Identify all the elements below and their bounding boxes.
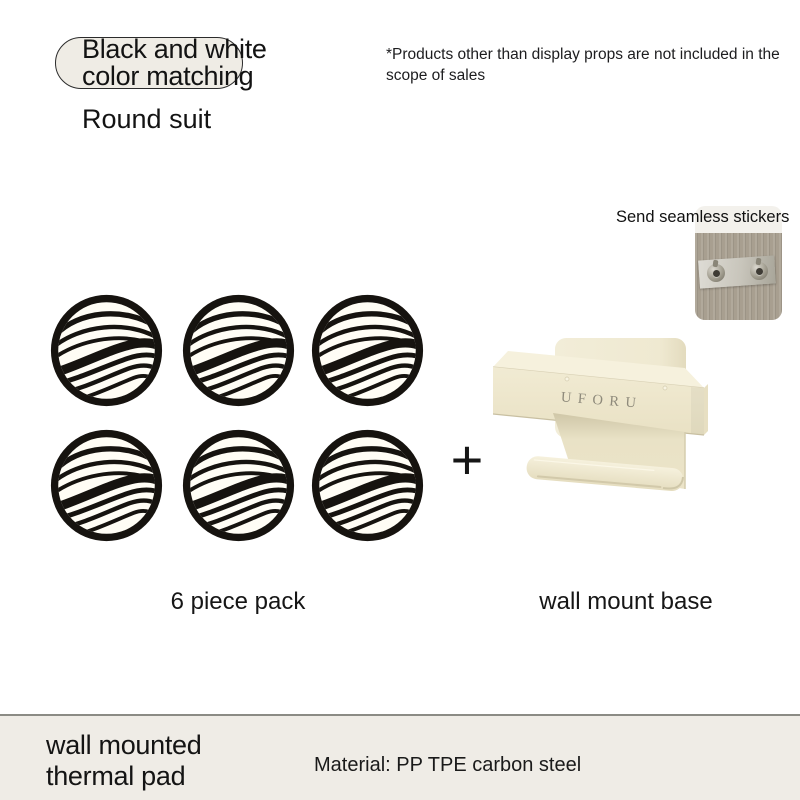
wall-mount-base-image: [493, 338, 708, 503]
keyhole-sticker-icon: [750, 262, 768, 280]
brand-text: UFORU: [560, 389, 643, 412]
base-caption: wall mount base: [539, 588, 713, 615]
thermal-pad-image: [48, 427, 165, 544]
sticker-note-label: Send seamless stickers: [616, 208, 790, 226]
thermal-pad-image: [180, 292, 297, 409]
subtitle: Round suit: [82, 104, 212, 134]
footer-title: [46, 730, 202, 792]
badge-line2: color matching: [82, 60, 254, 91]
footer-title-line1: wall mounted: [46, 730, 202, 760]
thermal-pad-image: [309, 427, 426, 544]
thermal-pad-image: [180, 427, 297, 544]
badge-line1: Black and white: [82, 34, 267, 64]
pads-caption: 6 piece pack: [170, 588, 306, 615]
plus-icon: +: [450, 428, 484, 491]
thermal-pad-image: [309, 292, 426, 409]
footer-title-line2: thermal pad: [46, 761, 186, 791]
badge-title: [82, 36, 302, 89]
footer-bar: [0, 714, 800, 800]
footer-material: Material: PP TPE carbon steel: [314, 754, 582, 776]
keyhole-sticker-icon: [707, 264, 725, 282]
disclaimer-note: *Products other than display props are not included in the scope of sales: [386, 46, 780, 84]
thermal-pad-image: [48, 292, 165, 409]
